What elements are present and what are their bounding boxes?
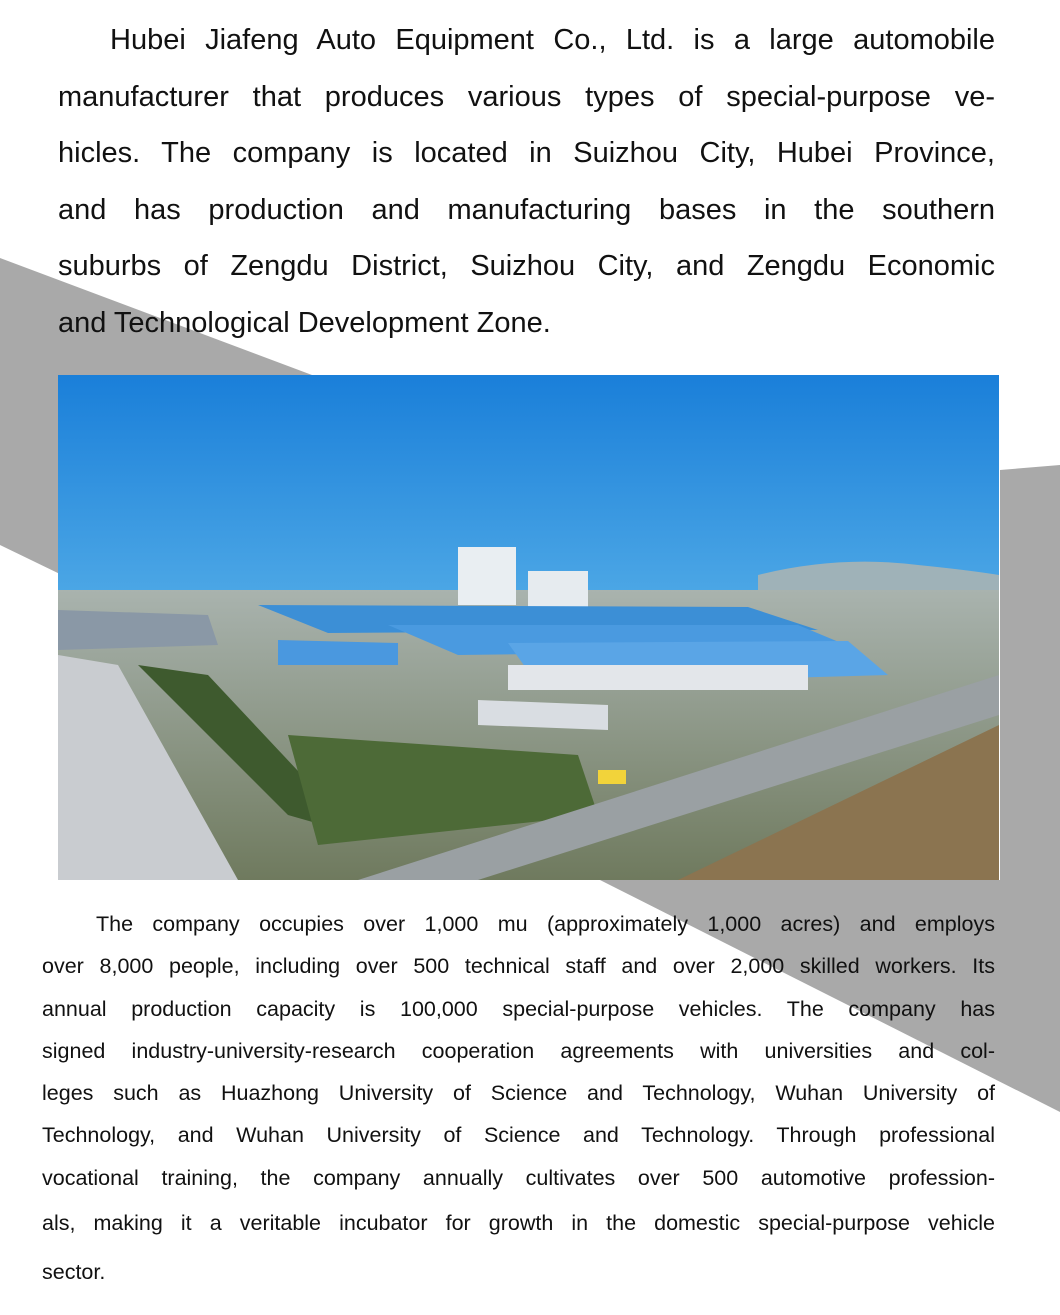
text-line: hicles. The company is located in Suizhou City, Hubei Province,	[58, 137, 995, 169]
text-line: Hubei Jiafeng Auto Equipment Co., Ltd. is a large automobile	[110, 24, 995, 56]
factory-aerial-photo	[58, 375, 999, 880]
text-line: and has production and manufacturing bases in the southern	[58, 193, 995, 226]
text-line: vocational training, the company annually cultivates over 500 automotive profession-	[42, 1165, 995, 1190]
text-line: Technology, and Wuhan University of Science and Technology. Through professional	[42, 1123, 995, 1148]
text-line: signed industry-university-research cooperation agreements with universities and col-	[42, 1038, 995, 1063]
text-line: over 8,000 people, including over 500 technical staff and over 2,000 skilled workers. Its	[42, 954, 995, 979]
text-line: als, making it a veritable incubator for growth in the domestic special-purpose vehicle	[42, 1211, 995, 1236]
tall-building	[458, 547, 516, 605]
detail-paragraph	[42, 903, 995, 1297]
text-line: annual production capacity is 100,000 special-purpose vehicles. The company has	[42, 996, 995, 1021]
text-line: The company occupies over 1,000 mu (approximately 1,000 acres) and employs	[96, 912, 995, 936]
bus	[598, 770, 626, 784]
text-line: manufacturer that produces various types of special-purpose ve-	[58, 80, 995, 113]
text-line: suburbs of Zengdu District, Suizhou City, and Zengdu Economic	[58, 250, 995, 282]
office-building	[528, 571, 588, 607]
text-line: leges such as Huazhong University of Science and Technology, Wuhan University of	[42, 1081, 995, 1106]
text-line: sector.	[42, 1260, 106, 1285]
intro-paragraph	[58, 12, 995, 351]
text-line: and Technological Development Zone.	[58, 306, 551, 339]
